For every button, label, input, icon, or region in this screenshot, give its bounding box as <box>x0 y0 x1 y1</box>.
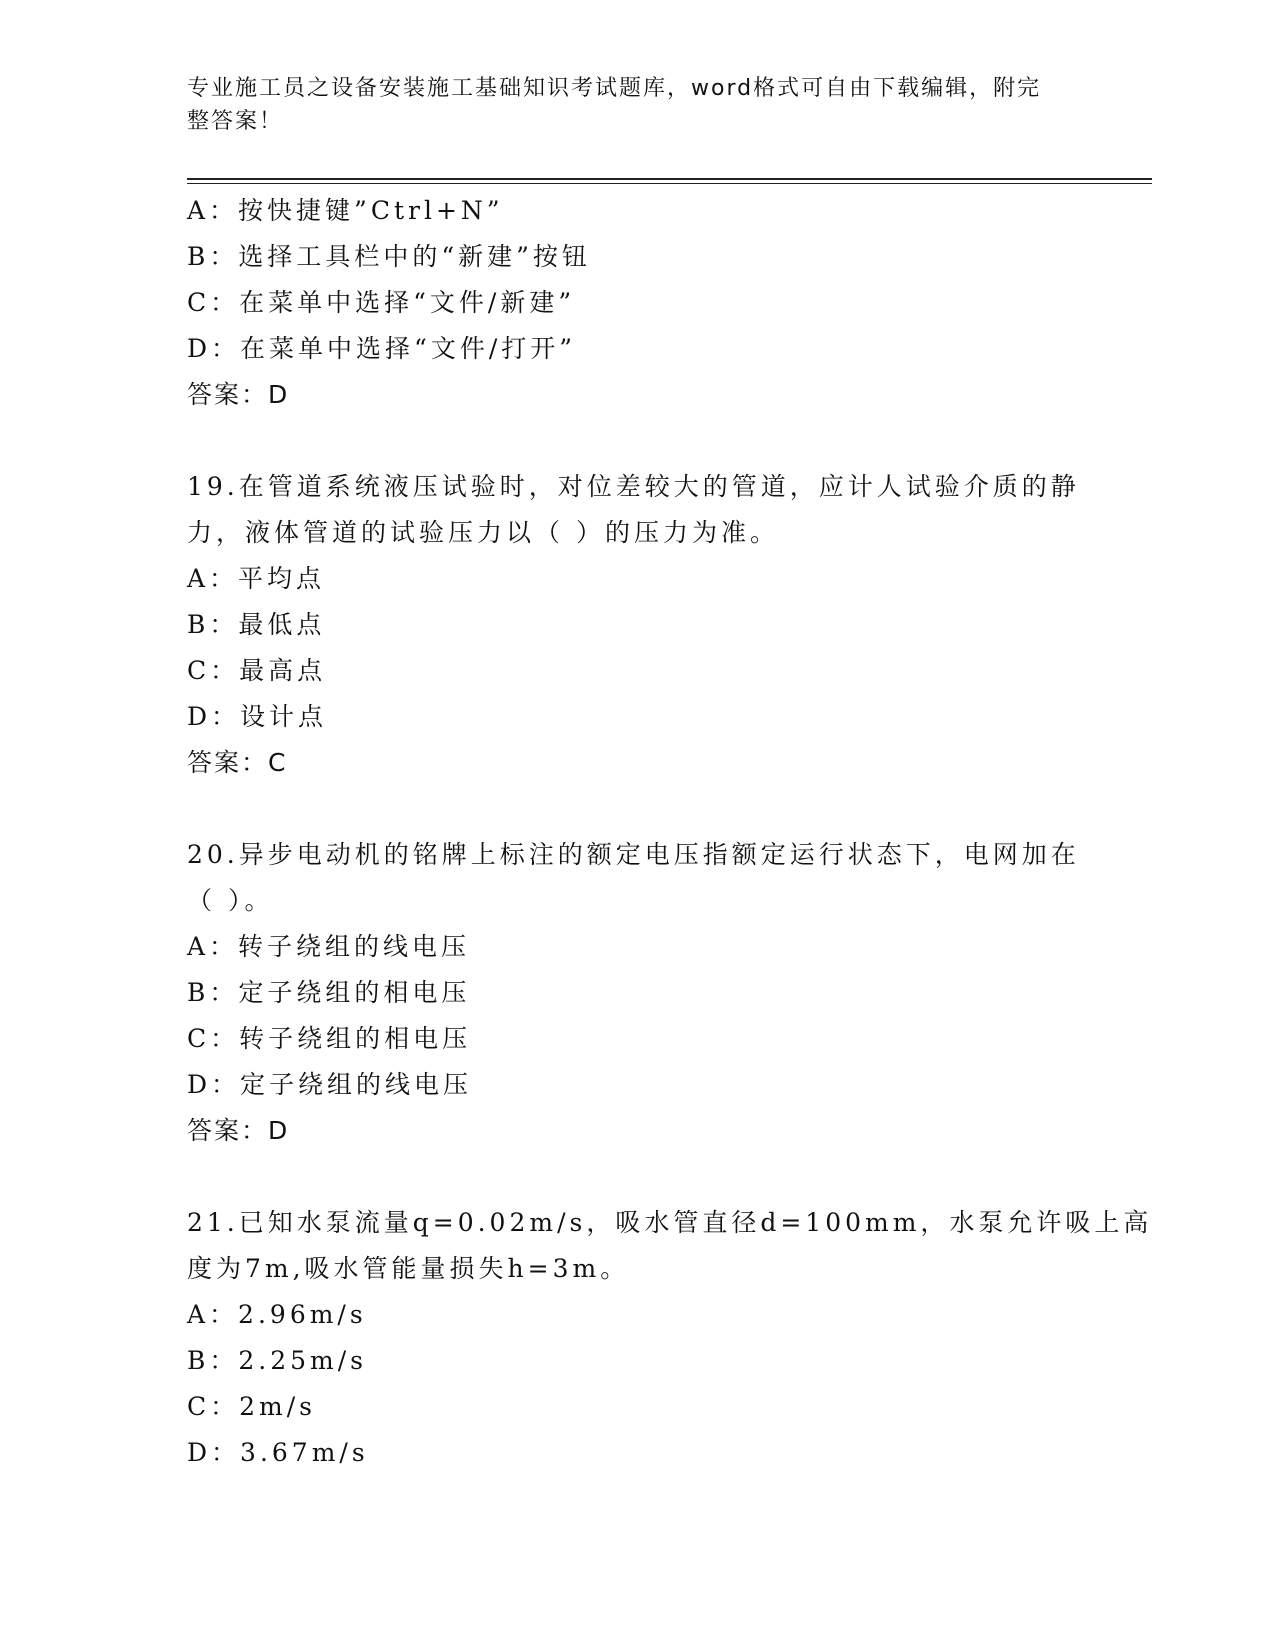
option-c: C：在菜单中选择“文件/新建” <box>187 288 576 317</box>
option-b: B：定子绕组的相电压 <box>187 978 471 1007</box>
option-d: D：设计点 <box>187 702 328 731</box>
option-b: B：2.25m/s <box>187 1346 367 1375</box>
question-20 <box>187 832 1087 1154</box>
question-stem-line-2: （ ）。 <box>187 886 274 915</box>
option-a: A：按快捷键”Ctrl+N” <box>187 196 504 225</box>
option-d: D：定子绕组的线电压 <box>187 1070 473 1099</box>
option-b: B：选择工具栏中的“新建”按钮 <box>187 242 591 271</box>
option-c: C：2m/s <box>187 1392 316 1421</box>
answer-line: 答案：D <box>187 380 290 409</box>
question-19 <box>187 464 1087 786</box>
question-21 <box>187 1200 1153 1476</box>
spacer <box>187 1154 1087 1200</box>
question-18 <box>187 188 1087 418</box>
option-d: D：3.67m/s <box>187 1438 369 1467</box>
question-stem-line-1: 20.异步电动机的铭牌上标注的额定电压指额定运行状态下，电网加在 <box>187 840 1080 869</box>
document-header <box>187 72 1067 138</box>
question-stem-line-1: 21.已知水泵流量q=0.02m/s，吸水管直径d=100mm，水泵允许吸上高 <box>187 1208 1153 1237</box>
header-divider-thick <box>187 178 1152 180</box>
question-content <box>187 188 1153 1476</box>
header-line-1: 专业施工员之设备安装施工基础知识考试题库，word格式可自由下载编辑，附完 <box>187 76 1042 101</box>
option-a: A：平均点 <box>187 564 326 593</box>
option-a: A：2.96m/s <box>187 1300 367 1329</box>
option-b: B：最低点 <box>187 610 326 639</box>
option-d: D：在菜单中选择“文件/打开” <box>187 334 577 363</box>
option-c: C：最高点 <box>187 656 327 685</box>
question-stem-line-2: 力，液体管道的试验压力以（ ）的压力为准。 <box>187 518 779 547</box>
header-divider-thin <box>187 183 1152 184</box>
question-stem-line-1: 19.在管道系统液压试验时，对位差较大的管道，应计人试验介质的静 <box>187 472 1080 501</box>
answer-line: 答案：C <box>187 748 288 777</box>
option-c: C：转子绕组的相电压 <box>187 1024 472 1053</box>
option-a: A：转子绕组的线电压 <box>187 932 471 961</box>
question-stem-line-2: 度为7m,吸水管能量损失h=3m。 <box>187 1254 630 1283</box>
header-line-2: 整答案！ <box>187 109 284 134</box>
spacer <box>187 786 1087 832</box>
answer-line: 答案：D <box>187 1116 290 1145</box>
spacer <box>187 418 1087 464</box>
